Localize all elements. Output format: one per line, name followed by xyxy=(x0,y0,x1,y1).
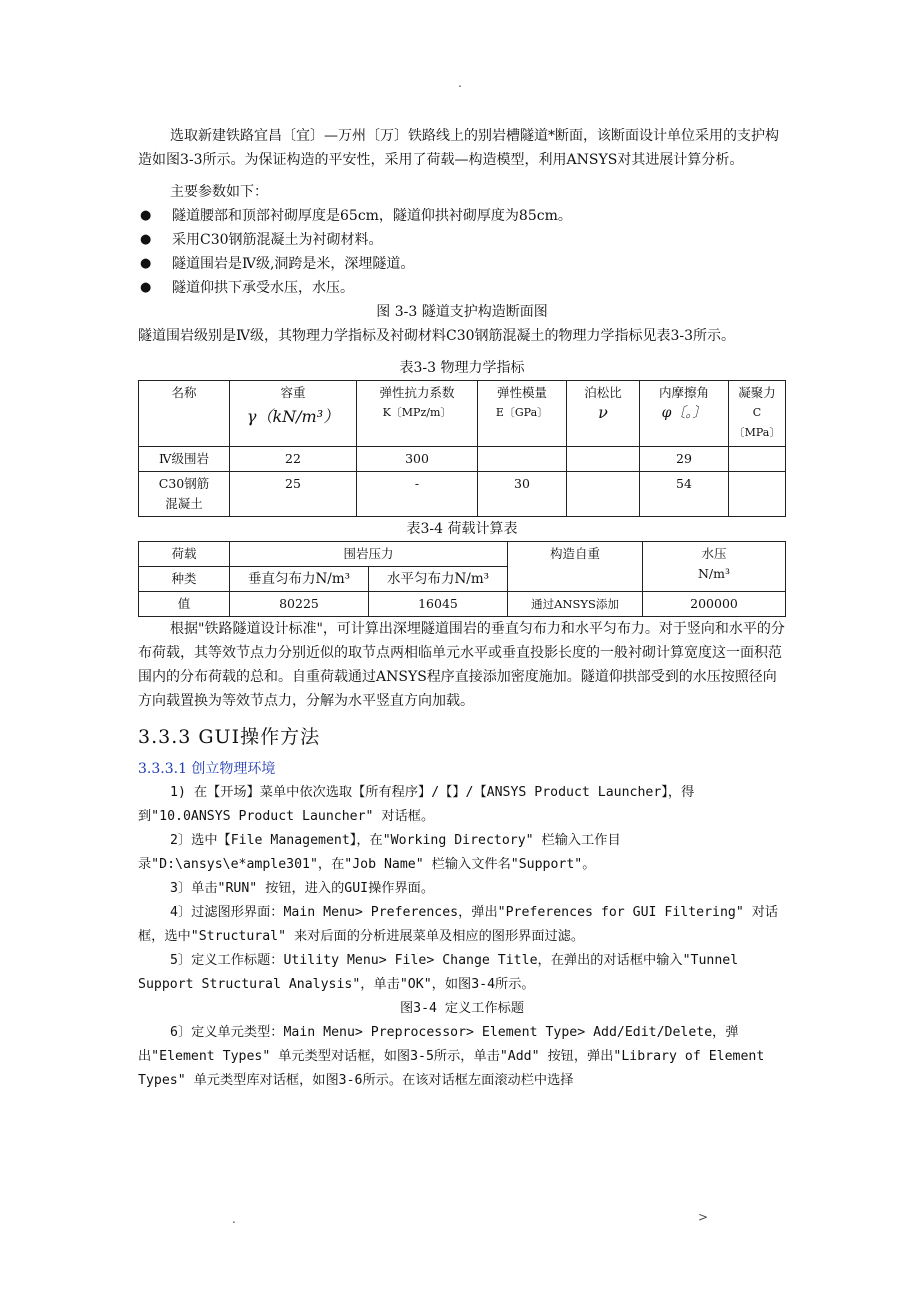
table-header-row xyxy=(139,381,786,447)
footer-arrow: > xyxy=(698,1210,709,1224)
params-list xyxy=(138,204,786,300)
header-dot: . xyxy=(458,76,462,90)
header-cell: 凝聚力 C〔MPa〕 xyxy=(729,381,786,447)
table-caption-3-4: 表3-4 荷载计算表 xyxy=(406,521,518,537)
table-cell: 54 xyxy=(640,472,729,517)
table-cell: 16045 xyxy=(369,592,508,617)
table-cell: 通过ANSYS添加 xyxy=(508,592,643,617)
table-cell: 值 xyxy=(139,592,230,617)
step-item: 4〕过滤图形界面：Main Menu> Preferences，弹出"Preferences for GUI Filtering" 对话框，选中"Structural" 来对后面的分析进展菜单及相应的图形界面过滤。 xyxy=(138,905,779,944)
table-row xyxy=(139,472,786,517)
step-item: 3〕单击"RUN" 按钮，进入的GUI操作界面。 xyxy=(170,881,435,896)
table-physical-indices xyxy=(138,380,786,517)
table-load-calculation xyxy=(138,541,786,617)
header-cell: 水平匀布力N/m³ xyxy=(369,567,508,592)
table-cell xyxy=(567,447,640,472)
intro-paragraph: 选取新建铁路宜昌〔宜〕—万州〔万〕铁路线上的别岩槽隧道*断面，该断面设计单位采用的支护构造如图3-3所示。为保证构造的平安性，采用了荷载—构造模型，利用ANSYS对其进展计算分析。 xyxy=(138,128,779,168)
list-item: ● 隧道围岩是Ⅳ级,洞跨是米，深埋隧道。 xyxy=(138,252,786,276)
header-cell: 垂直匀布力N/m³ xyxy=(230,567,369,592)
header-cell: 泊松比 ν xyxy=(567,381,640,447)
header-cell: 弹性模量 E〔GPa〕 xyxy=(478,381,567,447)
table-cell: 300 xyxy=(357,447,478,472)
figure-caption-3-4: 图3-4 定义工作标题 xyxy=(399,1001,525,1016)
figure-caption-3-3: 图 3-3 隧道支护构造断面图 xyxy=(376,304,548,320)
document-body xyxy=(138,124,786,1093)
step-item: 2〕选中【File Management】，在"Working Directory" 栏输入工作目录"D:\ansys\e*ample301"，在"Job Name" 栏输入文件名"Support"。 xyxy=(138,833,621,872)
table-cell xyxy=(567,472,640,517)
header-cell: 弹性抗力系数 K〔MPz/m〕 xyxy=(357,381,478,447)
header-cell: 内摩擦角 φ〔。〕 xyxy=(640,381,729,447)
table-cell: - xyxy=(357,472,478,517)
load-paragraph: 根据"铁路隧道设计标准"，可计算出深埋隧道围岩的垂直匀布力和水平匀布力。对于竖向和水平的分布荷载，其等效节点力分别近似的取节点两相临单元水平或垂直投影长度的一般衬砌计算宽度这一面积范围内的分布荷载的总和。自重荷载通过ANSYS程序直接添加密度施加。隧道仰拱部受到的水压按照径向方向载置换为等效节点力，分解为水平竖直方向加载。 xyxy=(138,621,785,709)
list-item: ● 隧道腰部和顶部衬砌厚度是65cm，隧道仰拱衬砌厚度为85cm。 xyxy=(138,204,786,228)
section-heading: 3.3.3 GUI操作方法 xyxy=(138,726,321,748)
table-cell: 25 xyxy=(230,472,357,517)
step-item: 6〕定义单元类型：Main Menu> Preprocessor> Element Type> Add/Edit/Delete，弹出"Element Types" 单元类型对话框，如图3-5所示，单击"Add" 按钮，弹出"Library of Element Types" 单元类型库对话框，如图3-6所示。在该对话框左面滚动栏中选择 xyxy=(138,1025,765,1088)
table-cell xyxy=(478,447,567,472)
table-cell: 29 xyxy=(640,447,729,472)
table-caption-3-3: 表3-3 物理力学指标 xyxy=(399,360,525,376)
table-cell: 200000 xyxy=(643,592,786,617)
subsection-heading: 3.3.3.1 创立物理环境 xyxy=(138,761,276,777)
step-item: 5〕定义工作标题：Utility Menu> File> Change Title，在弹出的对话框中输入"Tunnel Support Structural Analysis"，单击"OK"，如图3-4所示。 xyxy=(138,953,739,992)
header-cell: 种类 xyxy=(139,567,230,592)
table-cell xyxy=(729,472,786,517)
table-cell: 22 xyxy=(230,447,357,472)
header-cell: 容重 γ（kN/m³） xyxy=(230,381,357,447)
table-cell: Ⅳ级围岩 xyxy=(139,447,230,472)
step-list xyxy=(138,781,786,1093)
header-cell: 构造自重 xyxy=(508,542,643,592)
table-cell: 80225 xyxy=(230,592,369,617)
table-row xyxy=(139,592,786,617)
table-cell xyxy=(729,447,786,472)
table-cell: C30钢筋混凝土 xyxy=(139,472,230,517)
list-item: ● 采用C30钢筋混凝土为衬砌材料。 xyxy=(138,228,786,252)
table-header-row xyxy=(139,542,786,567)
header-cell: 荷载 xyxy=(139,542,230,567)
table-row xyxy=(139,447,786,472)
list-item: ● 隧道仰拱下承受水压，水压。 xyxy=(138,276,786,300)
footer-dot: . xyxy=(232,1212,236,1226)
header-cell: 围岩压力 xyxy=(230,542,508,567)
header-cell: 水压 N/m³ xyxy=(643,542,786,592)
step-item: 1) 在【开场】菜单中依次选取【所有程序】/【】/【ANSYS Product Launcher】，得到"10.0ANSYS Product Launcher" 对话框。 xyxy=(138,785,695,824)
header-cell: 名称 xyxy=(139,381,230,447)
table-intro-paragraph: 隧道围岩级别是Ⅳ级，其物理力学指标及衬砌材料C30钢筋混凝土的物理力学指标见表3-3所示。 xyxy=(138,328,736,344)
params-heading: 主要参数如下： xyxy=(170,184,268,200)
table-cell: 30 xyxy=(478,472,567,517)
